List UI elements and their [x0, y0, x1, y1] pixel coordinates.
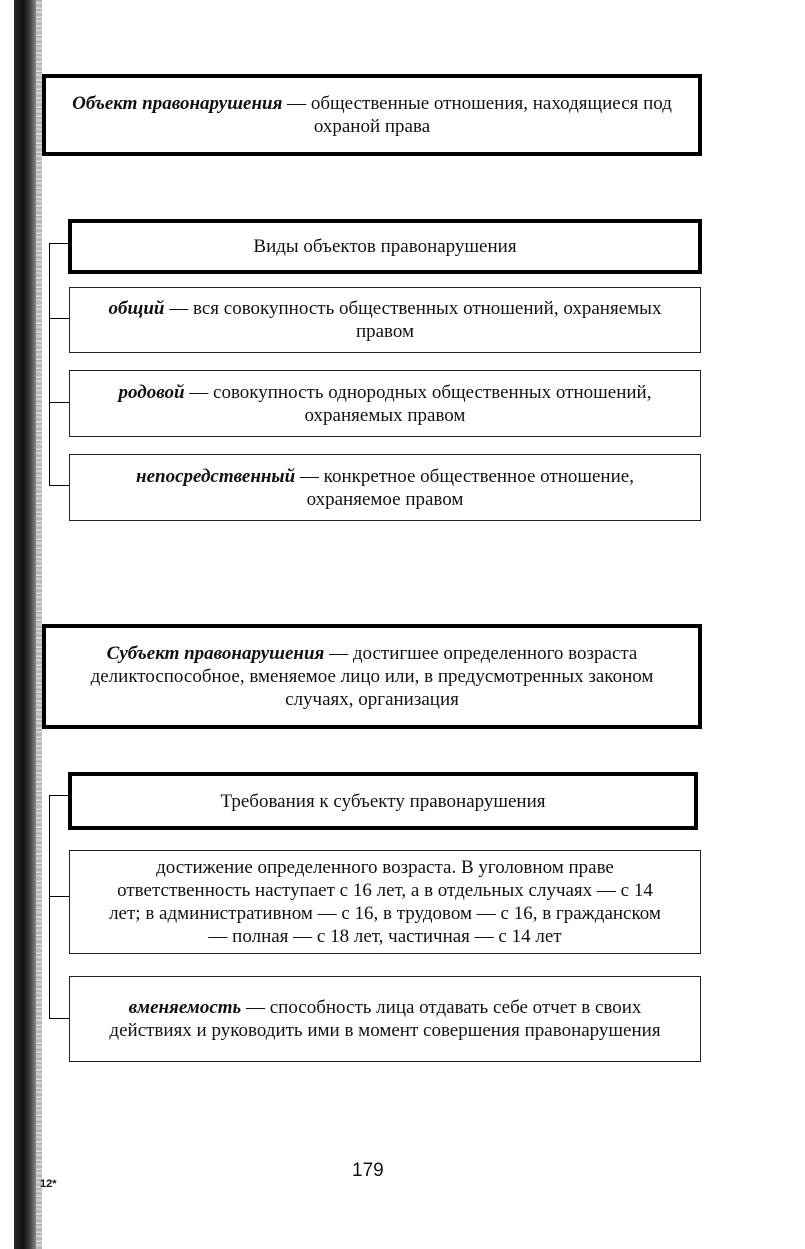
- bracket-tick: [49, 896, 69, 897]
- object-type-direct-term: непосредственный: [136, 465, 296, 487]
- requirement-sanity-box: [69, 976, 701, 1062]
- requirement-age-box: [69, 850, 701, 954]
- subject-definition-box: [42, 624, 702, 729]
- signature-mark: 12*: [40, 1178, 57, 1190]
- object-type-generic-text: — совокупность однородных общественных отношений, охраняемых правом: [184, 381, 652, 426]
- object-term: Объект правонарушения: [72, 93, 283, 114]
- object-type-direct: [100, 465, 670, 511]
- object-type-generic: [80, 381, 690, 427]
- bracket-tick: [49, 795, 69, 796]
- page-number: 179: [352, 1160, 384, 1181]
- book-binding: [14, 0, 36, 1249]
- object-type-general-text: — вся совокупность общественных отношений, охраняемых правом: [164, 298, 662, 342]
- requirement-age: достижение определенного возраста. В уголовном праве ответственность наступает с 16 лет, а в отдельных случаях — с 14 лет; в административном — с 16, в трудовом — с 16, в гражданском — полная — с 18 лет, частичная — с 14 лет: [109, 857, 661, 947]
- object-type-general: [80, 297, 690, 343]
- subject-definition-text: [66, 642, 678, 711]
- subject-requirements-title: Требования к субъекту правонарушения: [220, 790, 546, 812]
- object-type-generic-term: родовой: [118, 381, 185, 403]
- requirement-sanity-text: — способность лица отдавать себе отчет в своих действиях и руководить ими в момент совершения правонарушения: [109, 997, 661, 1041]
- bracket-tick: [49, 485, 69, 486]
- object-type-direct-text: — конкретное общественное отношение, охраняемое правом: [295, 465, 634, 510]
- bracket-tick: [49, 243, 69, 244]
- subject-definition: — достигшее определенного возраста деликтоспособное, вменяемое лицо или, в предусмотренных законом случаях, организация: [90, 643, 654, 710]
- object-type-generic-box: [69, 370, 701, 437]
- object-types-bracket: [49, 243, 50, 485]
- object-definition-box: [42, 74, 702, 156]
- object-type-general-box: [69, 287, 701, 353]
- object-types-title: Виды объектов правонарушения: [253, 236, 517, 257]
- subject-requirements-title-box: [68, 772, 698, 830]
- subject-term: Субъект правонарушения: [106, 643, 325, 664]
- subject-requirements-bracket: [49, 795, 50, 1018]
- requirement-sanity-term: вменяемость: [128, 997, 242, 1018]
- bracket-tick: [49, 1018, 69, 1019]
- object-type-direct-box: [69, 454, 701, 521]
- object-type-general-term: общий: [108, 298, 165, 319]
- object-definition: — общественные отношения, находящиеся под охраной права: [282, 93, 672, 137]
- object-definition-text: [58, 92, 686, 138]
- object-types-title-box: [68, 219, 702, 274]
- bracket-tick: [49, 402, 69, 403]
- bracket-tick: [49, 318, 69, 319]
- requirement-sanity: [90, 996, 680, 1042]
